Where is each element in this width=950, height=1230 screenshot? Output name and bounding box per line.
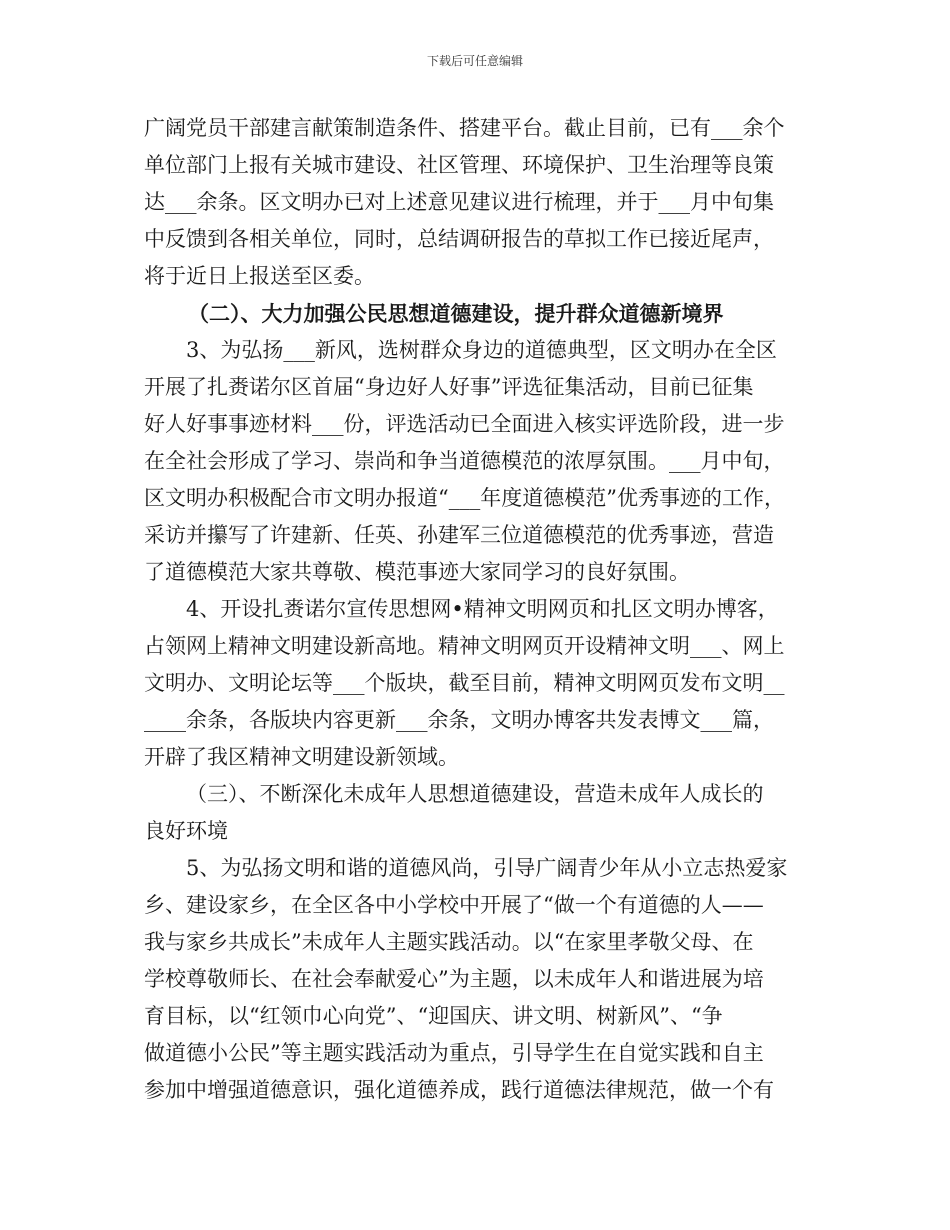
body-line: 文明办、文明论坛等___个版块，截至目前，精神文明网页发布文明__: [144, 671, 785, 695]
body-line: 3、为弘扬___新风，选树群众身边的道德典型，区文明办在全区: [186, 338, 777, 362]
body-line: 区文明办积极配合市文明办报道“___年度道德模范”优秀事迹的工作，: [144, 486, 785, 510]
body-line: 学校尊敬师长、在社会奉献爱心”为主题，以未成年人和谐进展为培: [144, 967, 764, 991]
body-line: 做道德小公民”等主题实践活动为重点，引导学生在自觉实践和自主: [144, 1041, 764, 1065]
body-line: 开辟了我区精神文明建设新领域。: [144, 745, 459, 769]
body-line: 将于近日上报送至区委。: [144, 264, 375, 288]
section-heading-cont: 良好环境: [144, 819, 228, 843]
body-line: 我与家乡共成长”未成年人主题实践活动。以“在家里孝敬父母、在: [144, 930, 754, 954]
body-line: 占领网上精神文明建设新高地。精神文明网页开设精神文明___、网上: [144, 634, 785, 658]
section-heading: （二）、大力加强公民思想道德建设，提升群众道德新境界: [188, 301, 724, 326]
body-line: 5、为弘扬文明和谐的道德风尚，引导广阔青少年从小立志热爱家: [186, 856, 788, 880]
body-line: 开展了扎赉诺尔区首届“身边好人好事”评选征集活动，目前已征集: [144, 375, 754, 399]
body-line: 乡、建设家乡，在全区各中小学校中开展了“做一个有道德的人——: [144, 893, 764, 917]
body-line: 参加中增强道德意识，强化道德养成，践行道德法律规范，做一个有: [144, 1078, 774, 1102]
body-line: 中反馈到各相关单位，同时，总结调研报告的草拟工作已接近尾声，: [144, 227, 774, 251]
section-heading: （三）、不断深化未成年人思想道德建设，营造未成年人成长的: [186, 782, 764, 806]
body-line: 在全社会形成了学习、崇尚和争当道德模范的浓厚氛围。___月中旬，: [144, 449, 785, 473]
body-line: 育目标，以“红领巾心向党”、“迎国庆、讲文明、树新风”、“争: [144, 1004, 723, 1028]
body-line: 了道德模范大家共尊敬、模范事迹大家同学习的良好氛围。: [144, 560, 690, 584]
body-line: ____余条，各版块内容更新___余条，文明办博客共发表博文___篇，: [144, 708, 774, 732]
body-line: 采访并攥写了许建新、任英、孙建军三位道德模范的优秀事迹，营造: [144, 523, 774, 547]
page-header: 下载后可任意编辑: [426, 54, 523, 68]
body-line: 好人好事事迹材料___份，评选活动已全面进入核实评选阶段，进一步: [144, 412, 785, 436]
body-line: 广阔党员干部建言献策制造条件、搭建平台。截止目前，已有___余个: [144, 116, 785, 140]
body-line: 4、开设扎赉诺尔宣传思想网•精神文明网页和扎区文明办博客，: [186, 597, 779, 621]
body-line: 达___余条。区文明办已对上述意见建议进行梳理，并于___月中旬集: [144, 190, 774, 214]
body-line: 单位部门上报有关城市建设、社区管理、环境保护、卫生治理等良策: [144, 153, 774, 177]
